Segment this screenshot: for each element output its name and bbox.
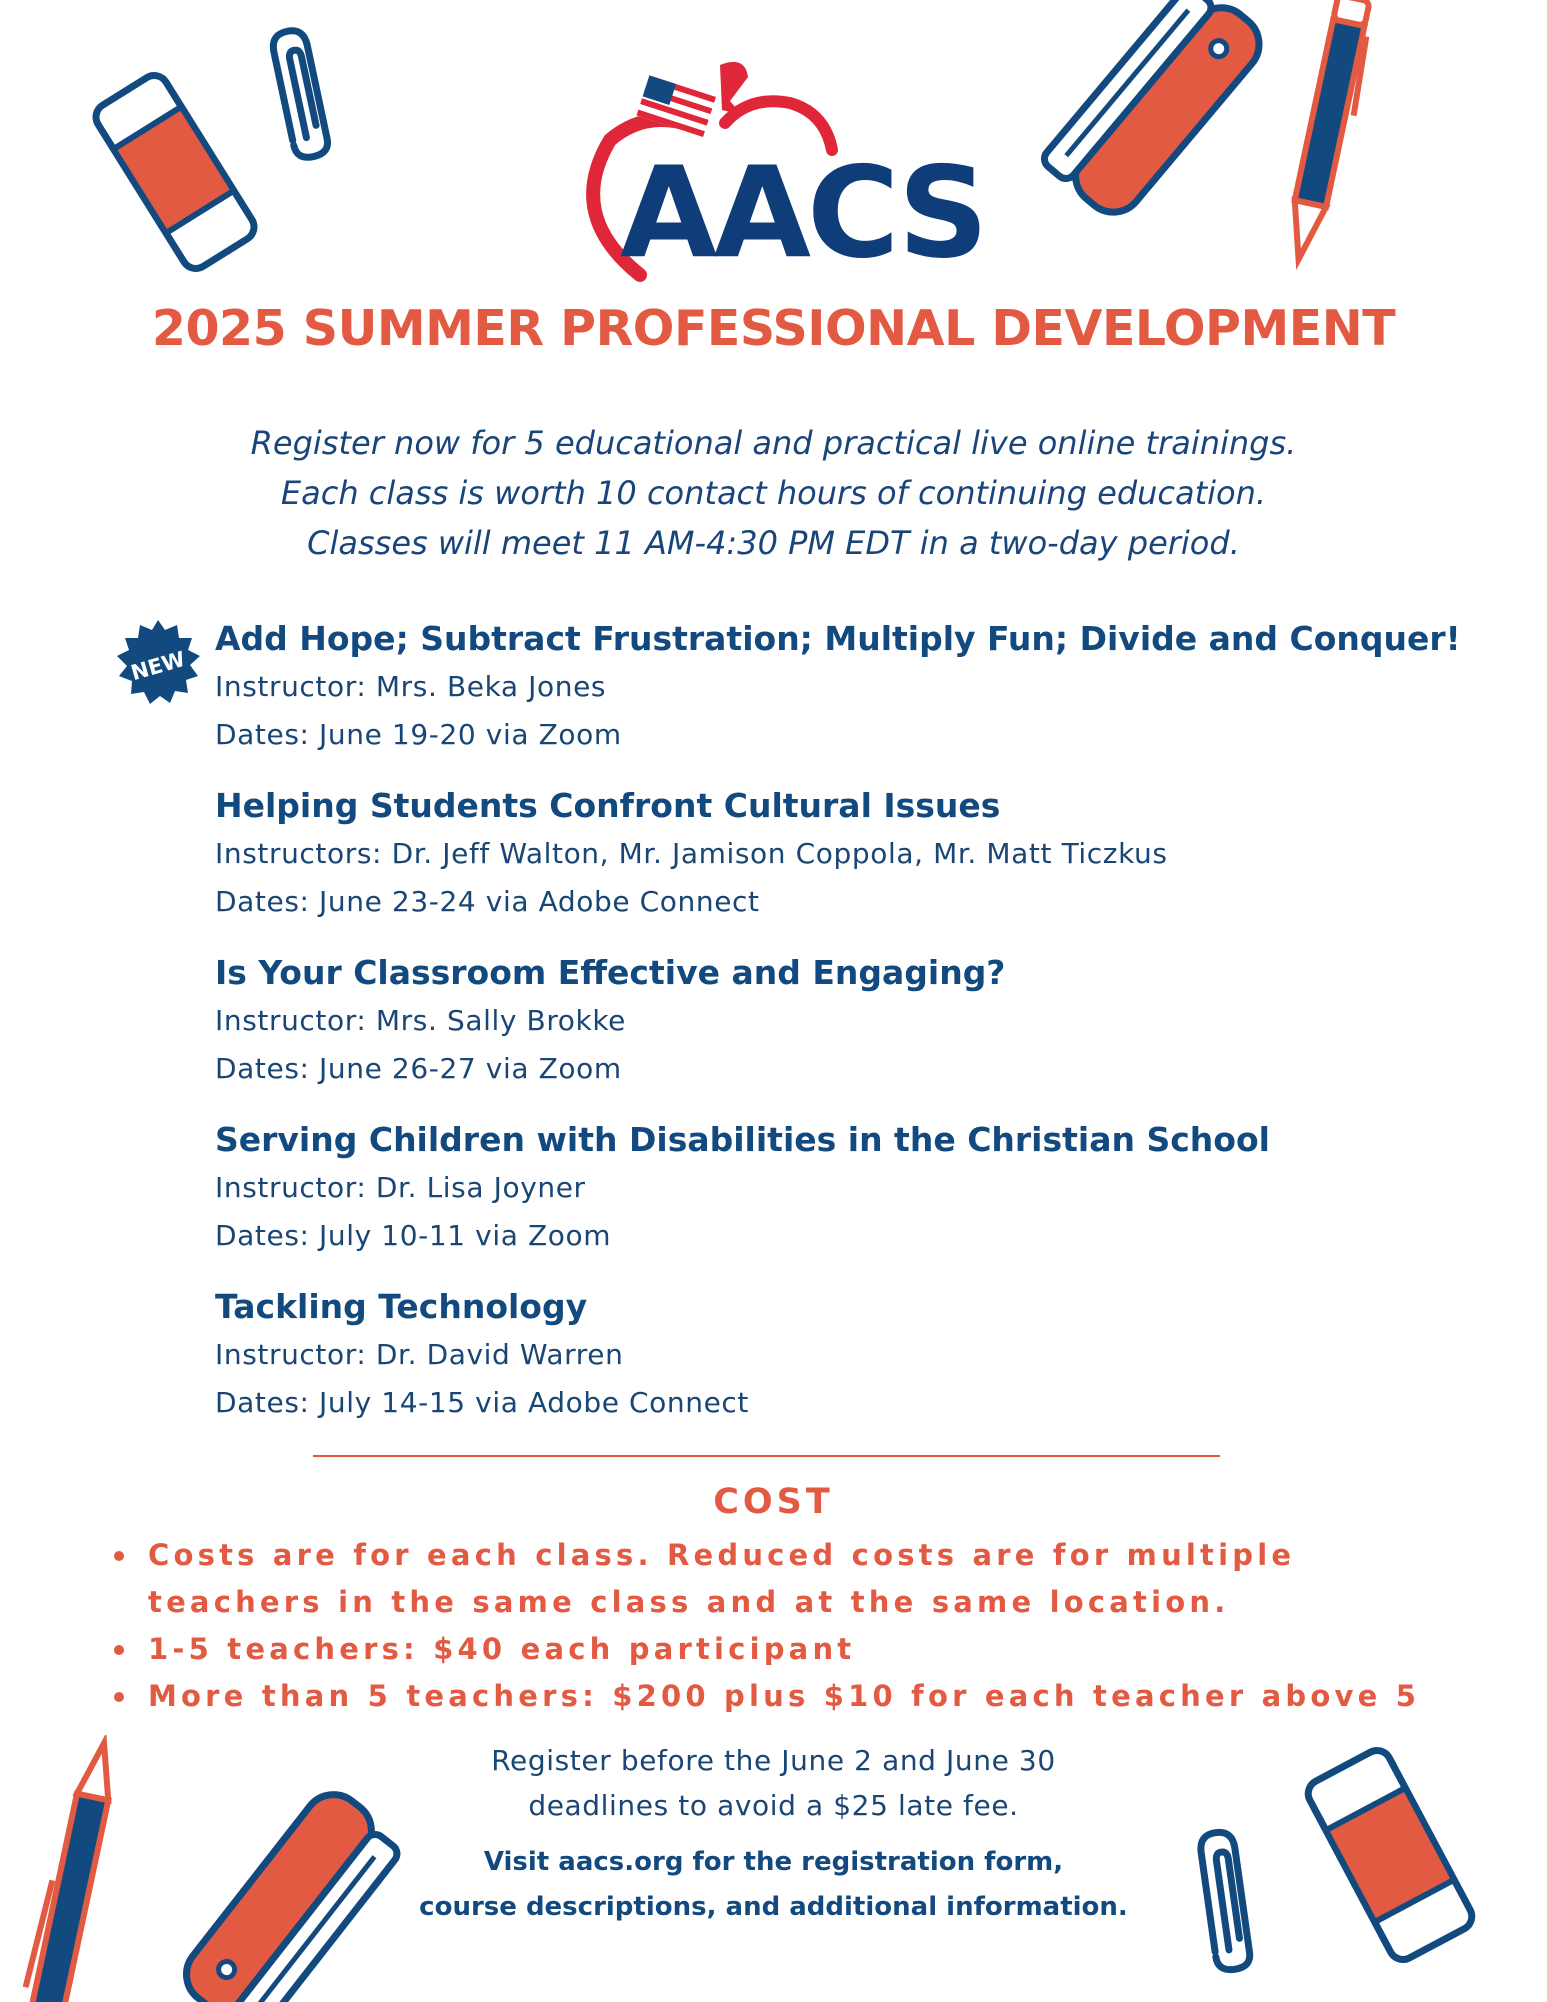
course-title: Serving Children with Disabilities in the Christian School: [215, 1120, 1270, 1159]
course-dates: Dates: June 19-20 via Zoom: [215, 718, 622, 751]
pen-icon: [20, 1735, 130, 2002]
eraser-icon: [1290, 1735, 1490, 1975]
course-instructor: Instructor: Dr. Lisa Joyner: [215, 1171, 586, 1204]
course-item: [215, 782, 1515, 926]
course-dates: Dates: July 14-15 via Adobe Connect: [215, 1386, 750, 1419]
cost-item: More than 5 teachers: $200 plus $10 for each teacher above 5: [110, 1673, 1510, 1720]
course-title: Add Hope; Subtract Frustration; Multiply Fun; Divide and Conquer!: [215, 619, 1461, 658]
cost-item: 1-5 teachers: $40 each participant: [110, 1626, 1510, 1673]
cost-list: [110, 1532, 1510, 1720]
intro-text: [0, 418, 1547, 568]
course-dates: Dates: June 26-27 via Zoom: [215, 1052, 622, 1085]
aacs-logo: [570, 55, 985, 286]
cost-item-continued: teachers in the same class and at the same location.: [148, 1585, 1230, 1619]
paperclip-icon: [1180, 1820, 1270, 1980]
logo-wordmark: AACS: [620, 139, 985, 286]
course-item: [215, 615, 1515, 759]
intro-line: Each class is worth 10 contact hours of continuing education.: [280, 474, 1267, 512]
course-title: Helping Students Confront Cultural Issues: [215, 786, 1001, 825]
stapler-icon: [180, 1770, 420, 2002]
cost-item: Costs are for each class. Reduced costs are for multiple: [110, 1532, 1510, 1579]
new-badge: [110, 618, 206, 714]
course-instructor: Instructor: Mrs. Beka Jones: [215, 670, 607, 703]
eraser-icon: [85, 62, 265, 282]
course-instructor: Instructors: Dr. Jeff Walton, Mr. Jamison Coppola, Mr. Matt Ticzkus: [215, 837, 1168, 870]
badge-label: NEW: [128, 646, 188, 686]
course-item: [215, 949, 1515, 1093]
deadline-line: Register before the June 2 and June 30: [491, 1744, 1056, 1777]
course-item: [215, 1116, 1515, 1260]
course-dates: Dates: June 23-24 via Adobe Connect: [215, 885, 760, 918]
course-title: Is Your Classroom Effective and Engaging?: [215, 953, 1006, 992]
page-title: 2025 SUMMER PROFESSIONAL DEVELOPMENT: [151, 300, 1396, 357]
course-instructor: Instructor: Dr. David Warren: [215, 1338, 624, 1371]
visit-line: course descriptions, and additional information.: [419, 1892, 1128, 1922]
paperclip-icon: [255, 18, 345, 168]
pen-icon: [1270, 0, 1380, 275]
course-dates: Dates: July 10-11 via Zoom: [215, 1219, 612, 1252]
intro-line: Classes will meet 11 AM-4:30 PM EDT in a two-day period.: [307, 524, 1240, 562]
intro-line: Register now for 5 educational and practical live online trainings.: [250, 424, 1297, 462]
deadline-line: deadlines to avoid a $25 late fee.: [528, 1789, 1019, 1822]
stapler-icon: [1030, 0, 1270, 230]
course-title: Tackling Technology: [215, 1287, 588, 1326]
section-divider: [313, 1455, 1220, 1457]
cost-heading: COST: [713, 1482, 834, 1522]
visit-line: Visit aacs.org for the registration form,: [483, 1847, 1064, 1877]
course-instructor: Instructor: Mrs. Sally Brokke: [215, 1004, 626, 1037]
flag-icon: [630, 75, 720, 145]
course-item: [215, 1283, 1515, 1427]
